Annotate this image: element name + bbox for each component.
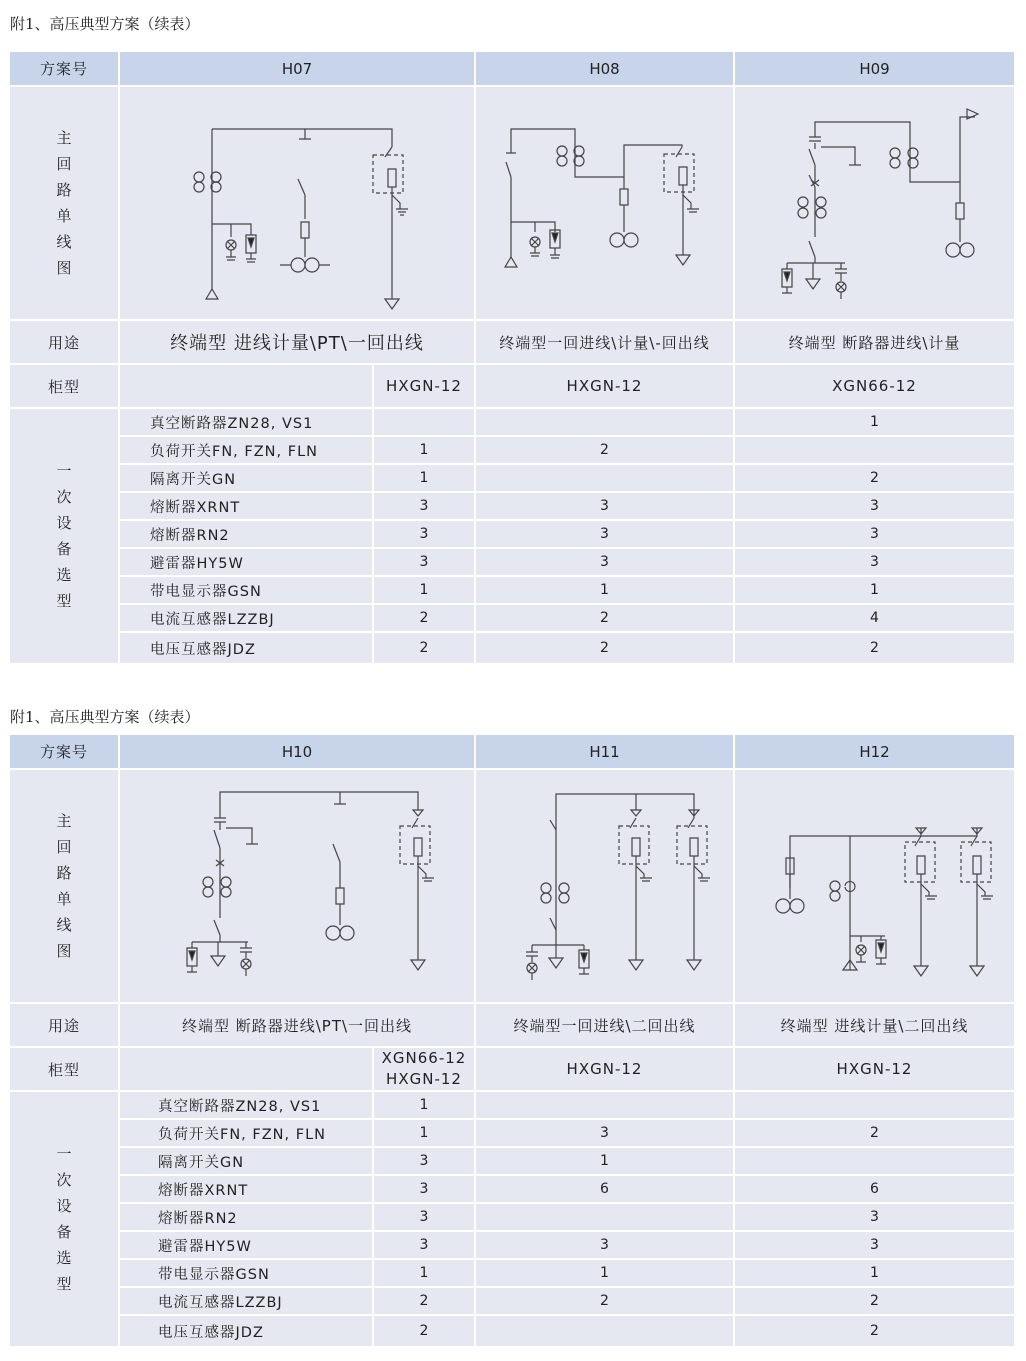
item-name: 真空断路器ZN28, VS1 [120, 1092, 372, 1118]
scheme-id: H10 [120, 735, 474, 768]
scheme-usage: 终端型 断路器进线\计量 [735, 321, 1014, 363]
table-caption: 附1、高压典型方案（续表） [10, 708, 200, 726]
item-qty: 2 [735, 465, 1014, 491]
item-name: 带电显示器GSN [120, 577, 372, 603]
model-text: HXGN-12 [386, 1070, 462, 1088]
scheme-model [374, 365, 474, 407]
model-text: XGN66-12 [832, 376, 917, 395]
item-qty [476, 1092, 733, 1118]
item-qty: 2 [374, 605, 474, 631]
label-char: 备 [56, 1223, 72, 1241]
label-char: 回 [56, 155, 72, 173]
item-qty: 1 [374, 1120, 474, 1146]
table-row [10, 633, 1014, 663]
item-qty: 2 [374, 633, 474, 663]
single-line-diagram-h08 [476, 87, 733, 319]
item-qty: 3 [374, 1148, 474, 1174]
label-char: 单 [56, 207, 72, 225]
item-name: 隔离开关GN [120, 465, 372, 491]
scheme-id: H07 [120, 52, 474, 85]
label-char: 选 [56, 1249, 72, 1267]
table-row [10, 1148, 1014, 1174]
item-qty: 1 [735, 1260, 1014, 1286]
table-row [10, 409, 1014, 435]
item-qty: 3 [374, 1204, 474, 1230]
model-label: 柜型 [10, 365, 118, 407]
model-text: HXGN-12 [386, 376, 462, 395]
table-row [10, 1120, 1014, 1146]
empty-cell [120, 1048, 372, 1090]
item-qty [735, 1148, 1014, 1174]
item-qty: 3 [735, 1204, 1014, 1230]
model-text: XGN66-12 [381, 1049, 467, 1067]
label-char: 型 [56, 592, 72, 610]
label-char: 设 [56, 1197, 72, 1215]
header-label: 方案号 [10, 735, 118, 768]
item-qty: 1 [476, 1148, 733, 1174]
table-row [10, 1288, 1014, 1314]
item-qty: 4 [735, 605, 1014, 631]
item-qty [476, 1316, 733, 1346]
item-qty: 1 [735, 409, 1014, 435]
model-text: HXGN-12 [836, 1059, 913, 1078]
diagram-row-label [10, 87, 118, 319]
item-qty: 1 [374, 577, 474, 603]
table-row [10, 1176, 1014, 1202]
table-row [10, 1232, 1014, 1258]
item-qty: 6 [735, 1176, 1014, 1202]
label-char: 图 [56, 942, 72, 960]
label-char: 图 [56, 259, 72, 277]
item-name: 熔断器RN2 [120, 1204, 372, 1230]
scheme-id: H12 [735, 735, 1014, 768]
table-row [10, 521, 1014, 547]
item-name: 熔断器RN2 [120, 521, 372, 547]
single-line-diagram-h12 [735, 770, 1014, 1002]
item-qty: 3 [735, 521, 1014, 547]
model-text: HXGN-12 [566, 1059, 643, 1078]
label-char: 型 [56, 1275, 72, 1293]
item-qty: 3 [374, 1176, 474, 1202]
item-qty: 3 [374, 521, 474, 547]
item-qty: 3 [374, 1232, 474, 1258]
diagram-row-label [10, 770, 118, 1002]
item-name: 电流互感器LZZBJ [120, 605, 372, 631]
usage-label: 用途 [10, 321, 118, 363]
label-char: 回 [56, 838, 72, 856]
item-qty: 3 [735, 549, 1014, 575]
single-line-diagram-h11 [476, 770, 733, 1002]
table-row [10, 549, 1014, 575]
label-char: 选 [56, 566, 72, 584]
item-name: 电流互感器LZZBJ [120, 1288, 372, 1314]
table-row [10, 1316, 1014, 1346]
item-name: 负荷开关FN, FZN, FLN [120, 437, 372, 463]
item-qty [476, 1204, 733, 1230]
item-name: 电压互感器JDZ [120, 633, 372, 663]
table-row [10, 465, 1014, 491]
item-name: 熔断器XRNT [120, 1176, 372, 1202]
label-char: 线 [56, 916, 72, 934]
item-name: 带电显示器GSN [120, 1260, 372, 1286]
item-qty: 2 [374, 1288, 474, 1314]
item-qty: 3 [476, 1232, 733, 1258]
label-char: 主 [56, 812, 72, 830]
item-qty: 3 [735, 1232, 1014, 1258]
scheme-usage: 终端型一回进线\二回出线 [476, 1004, 733, 1046]
item-qty: 1 [374, 1260, 474, 1286]
item-qty [735, 1092, 1014, 1118]
table-row [10, 1260, 1014, 1286]
item-qty: 3 [476, 493, 733, 519]
item-qty: 3 [735, 493, 1014, 519]
item-qty: 2 [374, 1316, 474, 1346]
label-char: 一 [56, 462, 72, 480]
item-name: 避雷器HY5W [120, 1232, 372, 1258]
scheme-model [476, 1048, 733, 1090]
label-char: 主 [56, 129, 72, 147]
scheme-usage: 终端型 进线计量\PT\一回出线 [120, 321, 474, 363]
label-char: 设 [56, 514, 72, 532]
item-qty: 1 [476, 1260, 733, 1286]
item-qty: 3 [476, 521, 733, 547]
usage-label: 用途 [10, 1004, 118, 1046]
item-qty: 1 [374, 465, 474, 491]
item-name: 负荷开关FN, FZN, FLN [120, 1120, 372, 1146]
table-row [10, 437, 1014, 463]
item-qty: 3 [374, 493, 474, 519]
scheme-id: H11 [476, 735, 733, 768]
label-char: 备 [56, 540, 72, 558]
item-qty [735, 437, 1014, 463]
empty-cell [120, 365, 372, 407]
label-char: 次 [56, 488, 72, 506]
table-row [10, 1204, 1014, 1230]
item-qty: 2 [476, 605, 733, 631]
item-qty: 1 [735, 577, 1014, 603]
scheme-id: H09 [735, 52, 1014, 85]
table-caption: 附1、高压典型方案（续表） [10, 15, 200, 33]
item-name: 熔断器XRNT [120, 493, 372, 519]
item-name: 隔离开关GN [120, 1148, 372, 1174]
item-name: 真空断路器ZN28, VS1 [120, 409, 372, 435]
label-char: 路 [56, 864, 72, 882]
item-qty: 2 [476, 1288, 733, 1314]
item-qty: 1 [374, 1092, 474, 1118]
scheme-model [735, 365, 1014, 407]
item-qty: 2 [476, 437, 733, 463]
label-char: 线 [56, 233, 72, 251]
item-qty: 6 [476, 1176, 733, 1202]
table-row [10, 605, 1014, 631]
model-label: 柜型 [10, 1048, 118, 1090]
item-qty: 2 [735, 633, 1014, 663]
scheme-model [374, 1048, 474, 1090]
header-label: 方案号 [10, 52, 118, 85]
item-qty: 3 [476, 1120, 733, 1146]
scheme-model [476, 365, 733, 407]
scheme-usage: 终端型一回进线\计量\-回出线 [476, 321, 733, 363]
item-qty: 3 [476, 549, 733, 575]
label-char: 单 [56, 890, 72, 908]
item-qty: 2 [476, 633, 733, 663]
scheme-id: H08 [476, 52, 733, 85]
single-line-diagram-h09 [735, 87, 1014, 319]
table-row [10, 493, 1014, 519]
table-row [10, 1092, 1014, 1118]
item-qty: 3 [374, 549, 474, 575]
label-char: 路 [56, 181, 72, 199]
item-name: 避雷器HY5W [120, 549, 372, 575]
scheme-usage: 终端型 断路器进线\PT\一回出线 [120, 1004, 474, 1046]
label-char: 次 [56, 1171, 72, 1189]
item-qty: 2 [735, 1288, 1014, 1314]
item-qty: 1 [476, 577, 733, 603]
scheme-model [735, 1048, 1014, 1090]
label-char: 一 [56, 1145, 72, 1163]
item-qty: 2 [735, 1316, 1014, 1346]
item-name: 电压互感器JDZ [120, 1316, 372, 1346]
table-row [10, 577, 1014, 603]
item-qty: 1 [374, 437, 474, 463]
item-qty: 2 [735, 1120, 1014, 1146]
item-qty [476, 409, 733, 435]
single-line-diagram-h07 [120, 87, 474, 319]
item-qty [374, 409, 474, 435]
model-text: HXGN-12 [566, 376, 643, 395]
single-line-diagram-h10 [120, 770, 474, 1002]
item-qty [476, 465, 733, 491]
scheme-usage: 终端型 进线计量\二回出线 [735, 1004, 1014, 1046]
